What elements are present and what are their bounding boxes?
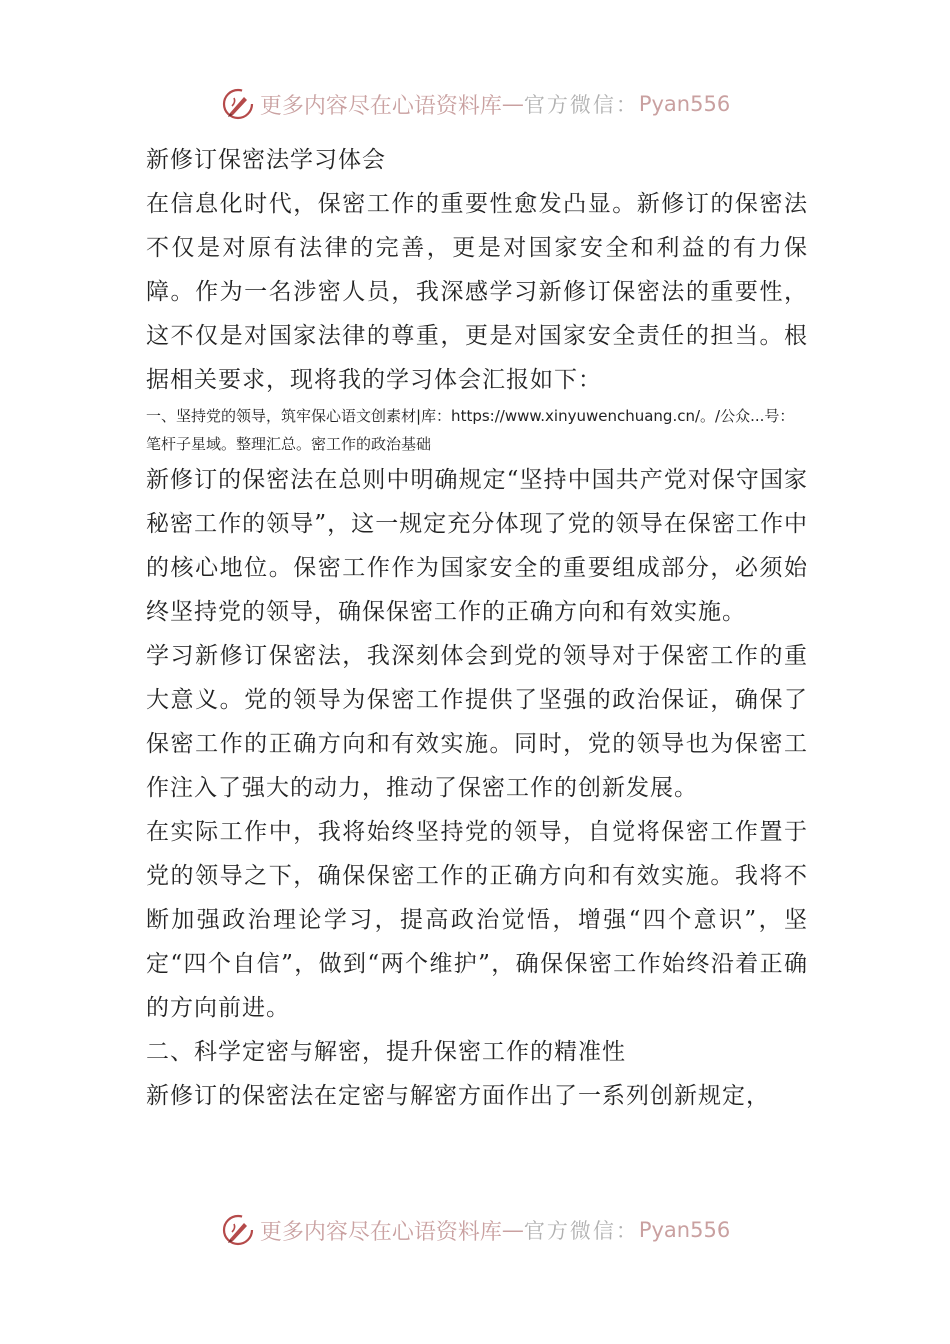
banner-text: 更多内容尽在心语资料库 — [259, 1219, 502, 1245]
document-title: 新修订保密法学习体会 — [146, 147, 386, 173]
banner-wechat-id: Pyan556 — [638, 1218, 731, 1242]
section2-heading: 二、科学定密与解密，提升保密工作的精准性 — [146, 1039, 626, 1065]
banner-wechat-id: Pyan556 — [638, 92, 731, 116]
document-body — [146, 138, 808, 1118]
pen-logo-icon — [220, 1212, 256, 1248]
footer-banner — [0, 1208, 950, 1252]
section1-heading: 一、坚持党的领导，筑牢保心语文创素材|库：https://www.xinyuwenchuang.cn/。/公众...号：笔杆子星域。整理汇总。密工作的政治基础 — [146, 407, 795, 453]
section1-paragraph-2: 学习新修订保密法，我深刻体会到党的领导对于保密工作的重大意义。党的领导为保密工作提供了坚强的政治保证，确保了保密工作的正确方向和有效实施。同时，党的领导也为保密工作注入了强大的动力，推动了保密工作的创新发展。 — [146, 643, 808, 801]
section1-paragraph-1: 新修订的保密法在总则中明确规定“坚持中国共产党对保守国家秘密工作的领导”，这一规定充分体现了党的领导在保密工作中的核心地位。保密工作作为国家安全的重要组成部分，必须始终坚持党的领导，确保保密工作的正确方向和有效实施。 — [146, 467, 808, 625]
intro-paragraph: 在信息化时代，保密工作的重要性愈发凸显。新修订的保密法不仅是对原有法律的完善，更是对国家安全和利益的有力保障。作为一名涉密人员，我深感学习新修订保密法的重要性，这不仅是对国家法律的尊重，更是对国家安全责任的担当。根据相关要求，现将我的学习体会汇报如下： — [146, 191, 808, 393]
section1-paragraph-3: 在实际工作中，我将始终坚持党的领导，自觉将保密工作置于党的领导之下，确保保密工作的正确方向和有效实施。我将不断加强政治理论学习，提高政治觉悟，增强“四个意识”，坚定“四个自信”，做到“两个维护”，确保保密工作始终沿着正确的方向前进。 — [146, 819, 808, 1021]
banner-dash: — — [501, 91, 524, 117]
header-banner — [0, 82, 950, 126]
banner-text: 更多内容尽在心语资料库 — [259, 93, 502, 119]
banner-wechat-label: 官方微信： — [523, 93, 639, 117]
banner-dash: — — [501, 1217, 524, 1243]
pen-logo-icon — [220, 86, 256, 122]
banner-wechat-label: 官方微信： — [523, 1219, 639, 1243]
section2-paragraph-1: 新修订的保密法在定密与解密方面作出了一系列创新规定， — [146, 1083, 770, 1109]
